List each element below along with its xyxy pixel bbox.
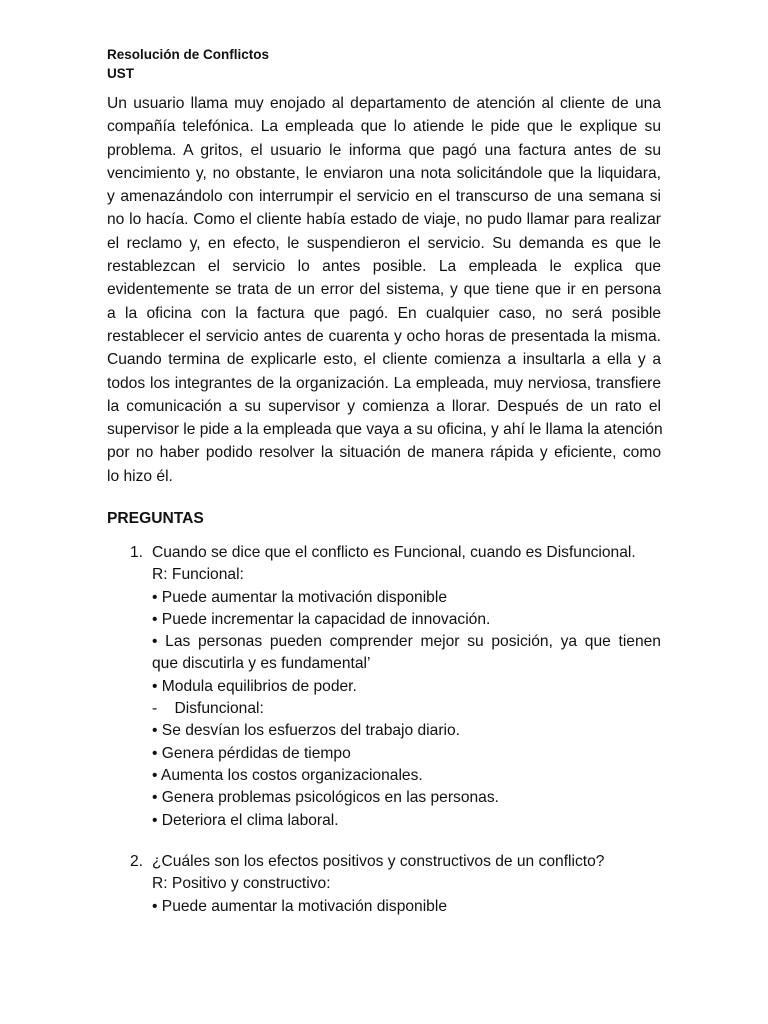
list-item: • Deteriora el clima laboral. (152, 811, 339, 829)
paragraph-line: supervisor le pide a la empleada que vaya a su oficina, y ahí le llama la atención (107, 421, 663, 439)
document-header (107, 45, 269, 83)
paragraph-line: restablezcan el servicio lo antes posible. La empleada le explica que (107, 258, 661, 276)
question-2 (130, 851, 661, 918)
question-number: 2. (130, 853, 144, 870)
paragraph-line: lo hizo él. (107, 467, 173, 485)
questions-heading: PREGUNTAS (107, 510, 204, 527)
question-2-body (152, 851, 661, 918)
paragraph-line: por no haber podido resolver la situación de manera rápida y eficiente, como (107, 444, 661, 462)
paragraph-line: a la oficina con la factura que pagó. En cualquier caso, no será posible (107, 304, 661, 322)
header-title: Resolución de Conflictos (107, 47, 270, 62)
question-number: 1. (130, 544, 144, 561)
list-item: • Se desvían los esfuerzos del trabajo diario. (152, 722, 460, 740)
paragraph-line: restablecer el servicio antes de cuarenta y ocho horas de presentada la misma. (107, 327, 661, 345)
question-text: ¿Cuáles son los efectos positivos y constructivos de un conflicto? (152, 853, 605, 870)
case-paragraph (107, 92, 661, 488)
list-item: • Puede aumentar la motivación disponible (152, 897, 447, 915)
paragraph-line: problema. A gritos, el usuario le informa que pagó una factura antes de su (107, 141, 661, 159)
list-item: • Las personas pueden comprender mejor su posición, ya que tienen (152, 633, 661, 651)
paragraph-line: y amenazándolo con interrumpir el servicio en el transcurso de una semana si (107, 188, 661, 206)
header-institution: UST (107, 66, 134, 81)
question-text: Cuando se dice que el conflicto es Funcional, cuando es Disfuncional. (152, 544, 636, 561)
paragraph-line: Cuando termina de explicarle esto, el cliente comienza a insultarla a ella y a (107, 351, 661, 369)
paragraph-line: compañía telefónica. La empleada que lo atiende le pide que le explique su (107, 118, 661, 136)
list-item: • Puede incrementar la capacidad de innovación. (152, 610, 491, 628)
list-item-continuation: que discutirla y es fundamental’ (152, 655, 371, 673)
paragraph-line: evidentemente se trata de un error del sistema, y que tiene que ir en persona (107, 281, 661, 299)
list-item: • Puede aumentar la motivación disponible (152, 588, 447, 606)
list-item: • Modula equilibrios de poder. (152, 677, 357, 695)
answer-label: R: Funcional: (152, 566, 244, 584)
subheading: - Disfuncional: (152, 700, 264, 718)
paragraph-line: vencimiento y, no obstante, le enviaron una nota solicitándole que la liquidara, (107, 164, 661, 182)
list-item: • Aumenta los costos organizacionales. (152, 766, 423, 784)
question-1 (130, 542, 661, 832)
paragraph-line: el reclamo y, en efecto, le suspendieron el servicio. Su demanda es que le (107, 234, 661, 252)
paragraph-line: Un usuario llama muy enojado al departamento de atención al cliente de una (107, 95, 661, 112)
question-1-body (152, 542, 661, 832)
paragraph-line: la comunicación a su supervisor y comienza a llorar. Después de un rato el (107, 397, 661, 415)
paragraph-line: no lo hacía. Como el cliente había estado de viaje, no pudo llamar para realizar (107, 211, 661, 229)
paragraph-line: todos los integrantes de la organización. La empleada, muy nerviosa, transfiere (107, 374, 661, 392)
list-item: • Genera pérdidas de tiempo (152, 744, 351, 762)
list-item: • Genera problemas psicológicos en las personas. (152, 789, 499, 807)
answer-label: R: Positivo y constructivo: (152, 875, 331, 893)
